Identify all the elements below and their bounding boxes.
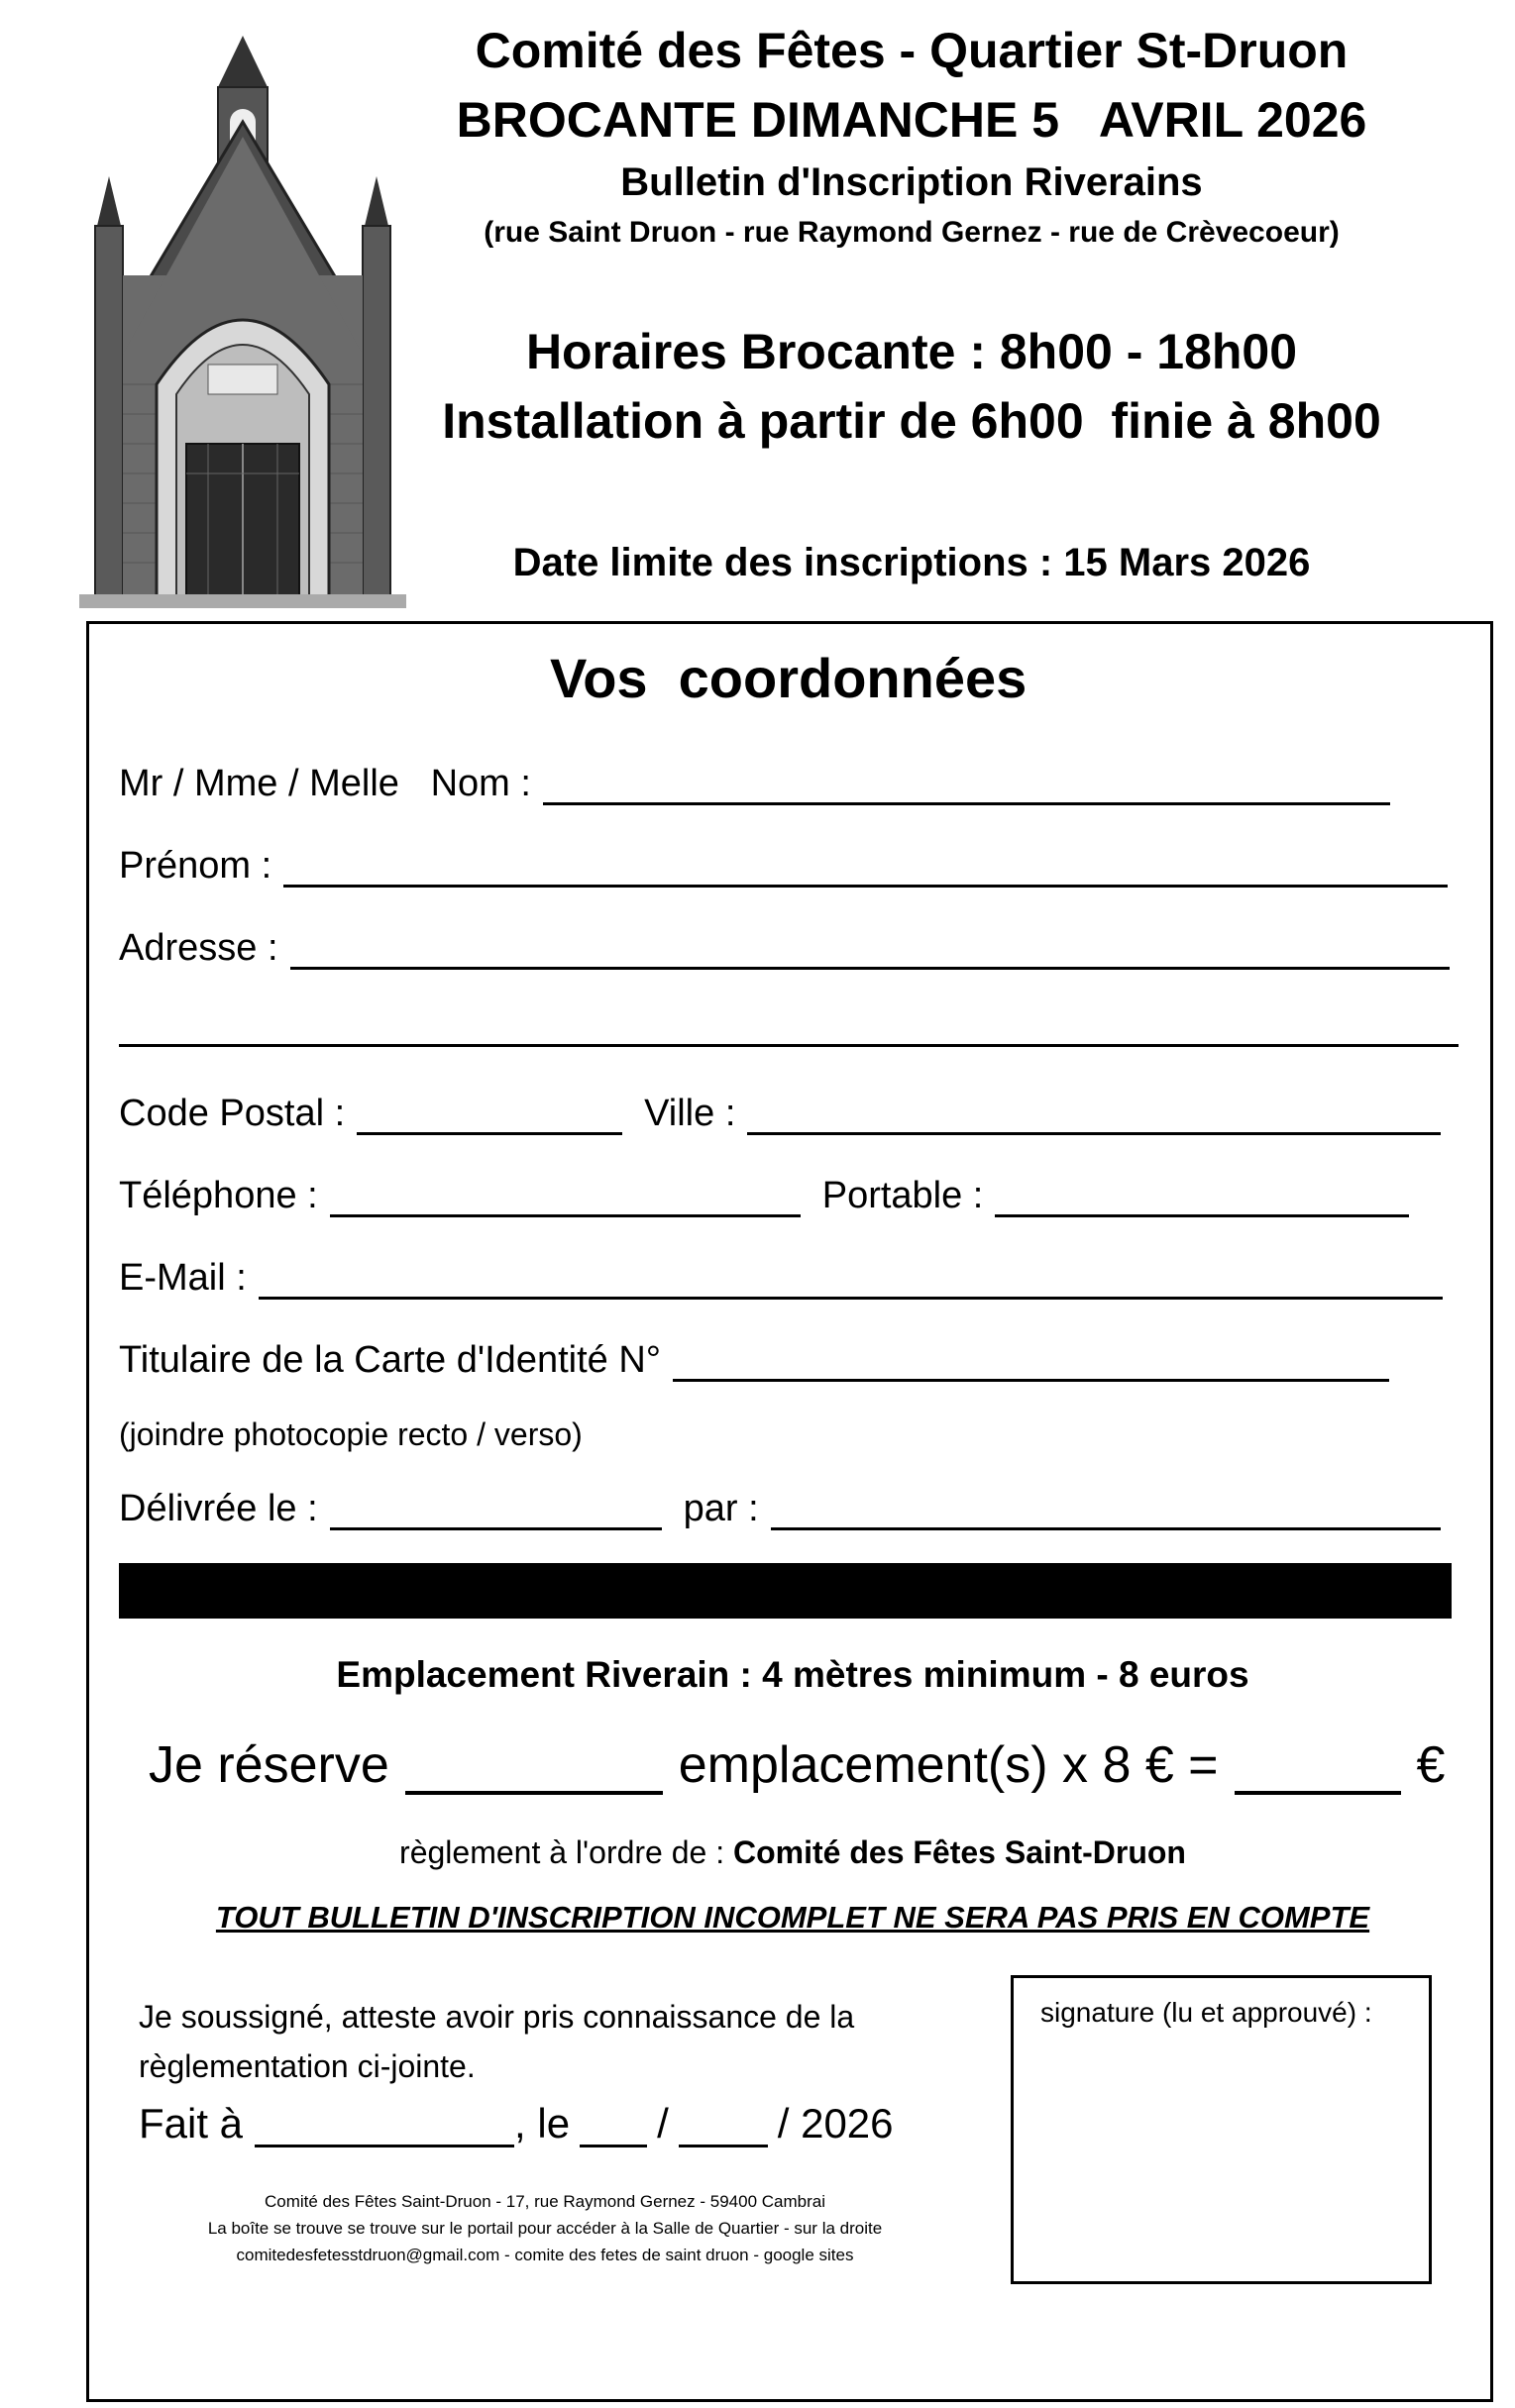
issued-row [119,1488,1441,1530]
place-field[interactable] [255,2105,514,2147]
streets-subtitle: (rue Saint Druon - rue Raymond Gernez - rue de Crèvecoeur) [484,216,1340,249]
day-field[interactable] [580,2105,647,2147]
fait-a-label: Fait à [139,2100,244,2146]
payment-prefix: règlement à l'ordre de : [399,1834,725,1870]
phone-label: Téléphone : [119,1175,318,1216]
phone-row [119,1175,1409,1217]
mobile-label: Portable : [821,1175,984,1216]
quantity-field[interactable] [405,1743,663,1795]
id-card-label: Titulaire de la Carte d'Identité N° [119,1339,661,1381]
footer-address: Comité des Fêtes Saint-Druon - 17, rue Raymond Gernez - 59400 Cambrai [265,2192,825,2211]
hours-line: Horaires Brocante : 8h00 - 18h00 [525,324,1298,379]
email-field[interactable] [259,1261,1443,1300]
pricing-line: Emplacement Riverain : 4 mètres minimum - 8 euros [336,1654,1249,1695]
form-title: Vos coordonnées [550,647,1028,709]
date-slash: / [657,2100,669,2146]
id-card-note: (joindre photocopie recto / verso) [119,1416,583,1452]
payment-line [89,1834,1496,1871]
postal-code-label: Code Postal : [119,1093,346,1134]
first-name-row [119,845,1448,888]
first-name-label: Prénom : [119,845,272,887]
reserve-suffix: € [1416,1736,1446,1794]
le-label: , le [514,2100,571,2146]
name-label: Mr / Mme / Melle Nom : [119,763,531,804]
signature-label: signature (lu et approuvé) : [1040,1997,1372,2028]
issued-on-label: Délivrée le : [119,1488,318,1529]
name-row [119,763,1390,805]
address-field[interactable] [290,931,1450,970]
email-label: E-Mail : [119,1257,247,1299]
address-row [119,927,1450,970]
city-label: Ville : [644,1093,736,1134]
event-title: BROCANTE DIMANCHE 5 AVRIL 2026 [456,92,1367,148]
issued-by-label: par : [683,1488,759,1529]
mobile-field[interactable] [995,1179,1409,1217]
year-label: / 2026 [777,2100,894,2146]
address-label: Adresse : [119,927,278,969]
attestation-line2: règlementation ci-jointe. [139,2048,476,2084]
name-field[interactable] [543,767,1390,805]
footer-contact: comitedesfetesstdruon@gmail.com - comite des fetes de saint druon - google sites [236,2246,854,2264]
deadline-line: Date limite des inscriptions : 15 Mars 2026 [512,541,1311,584]
place-date-row [139,2100,894,2147]
issued-on-field[interactable] [330,1492,662,1530]
postal-code-field[interactable] [357,1097,622,1135]
total-field[interactable] [1235,1743,1401,1795]
id-card-field[interactable] [673,1343,1389,1382]
month-field[interactable] [679,2105,768,2147]
payment-payee: Comité des Fêtes Saint-Druon [733,1834,1186,1870]
phone-field[interactable] [330,1179,801,1217]
issued-by-field[interactable] [771,1492,1441,1530]
address-field-line2[interactable] [119,1008,1459,1047]
attestation-line1: Je soussigné, atteste avoir pris connaissance de la [139,1999,855,2035]
first-name-field[interactable] [283,849,1448,888]
installation-line: Installation à partir de 6h00 finie à 8h00 [442,393,1381,449]
reserve-prefix: Je réserve [149,1736,389,1794]
city-field[interactable] [747,1097,1441,1135]
id-card-row [119,1339,1389,1382]
footer-mailbox-note: La boîte se trouve se trouve sur le portail pour accéder à la Salle de Quartier - sur la droite [207,2219,883,2238]
committee-title: Comité des Fêtes - Quartier St-Druon [475,23,1349,78]
reserve-row [149,1735,1445,1795]
reserve-middle: emplacement(s) x 8 € = [678,1736,1219,1794]
postal-city-row [119,1093,1441,1135]
divider-bar [119,1563,1452,1619]
bulletin-title: Bulletin d'Inscription Riverains [620,160,1203,204]
chapel-illustration [69,28,416,608]
email-row [119,1257,1443,1300]
incomplete-warning: TOUT BULLETIN D'INSCRIPTION INCOMPLET NE SERA PAS PRIS EN COMPTE [215,1900,1370,1935]
